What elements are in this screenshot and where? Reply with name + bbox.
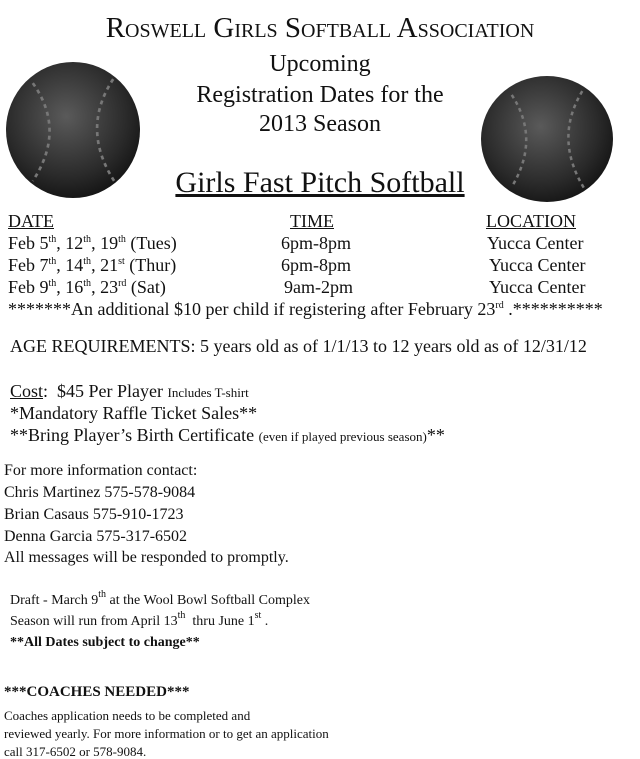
subtitle <box>0 168 640 198</box>
season-run-line: Season will run from April 13th thru June 1st . <box>10 610 269 629</box>
dates-subject-to-change: **All Dates subject to change** <box>10 635 200 650</box>
age-requirements: AGE REQUIREMENTS: 5 years old as of 1/1/13 to 12 years old as of 12/31/12 <box>10 336 587 356</box>
col-header-time: TIME <box>290 211 334 231</box>
schedule-row-location: Yucca Center <box>489 277 586 297</box>
contact-footer: All messages will be responded to promptly. <box>4 549 289 566</box>
header-line-3: 2013 Season <box>259 111 381 137</box>
coaches-text: reviewed yearly. For more information or to get an application <box>4 726 329 741</box>
contact-person: Brian Casaus 575-910-1723 <box>4 506 184 523</box>
col-header-location: LOCATION <box>486 211 576 231</box>
subtitle-text: Girls Fast Pitch Softball <box>175 166 465 199</box>
schedule-row-location: Yucca Center <box>487 233 584 253</box>
page-title: Roswell Girls Softball Association <box>105 12 535 44</box>
schedule-row-location: Yucca Center <box>489 255 586 275</box>
col-header-date: DATE <box>8 211 54 231</box>
late-fee-note: *******An additional $10 per child if registering after February 23rd .********** <box>8 299 603 319</box>
birth-certificate-line: **Bring Player’s Birth Certificate (even if played previous season)** <box>10 425 445 445</box>
contact-person: Chris Martinez 575-578-9084 <box>4 484 196 501</box>
coaches-text: Coaches application needs to be completed and <box>4 708 251 723</box>
schedule-row-date: Feb 7th, 14th, 21st (Thur) <box>8 255 177 275</box>
contact-intro: For more information contact: <box>4 462 198 479</box>
raffle-line: *Mandatory Raffle Ticket Sales** <box>10 403 258 423</box>
header-line-2: Registration Dates for the <box>196 82 444 108</box>
coaches-heading: ***COACHES NEEDED*** <box>4 684 190 700</box>
draft-line: Draft - March 9th at the Wool Bowl Softball Complex <box>10 589 310 608</box>
schedule-row-time: 6pm-8pm <box>281 255 351 275</box>
contact-person: Denna Garcia 575-317-6502 <box>4 528 188 545</box>
schedule-row-date: Feb 9th, 16th, 23rd (Sat) <box>8 277 166 297</box>
schedule-row-date: Feb 5th, 12th, 19th (Tues) <box>8 233 177 253</box>
header-line-1: Upcoming <box>269 51 371 77</box>
coaches-text: call 317-6502 or 578-9084. <box>4 744 147 759</box>
cost-line: Cost: $45 Per Player Includes T-shirt <box>10 381 249 401</box>
schedule-row-time: 9am-2pm <box>284 277 353 297</box>
schedule-row-time: 6pm-8pm <box>281 233 351 253</box>
